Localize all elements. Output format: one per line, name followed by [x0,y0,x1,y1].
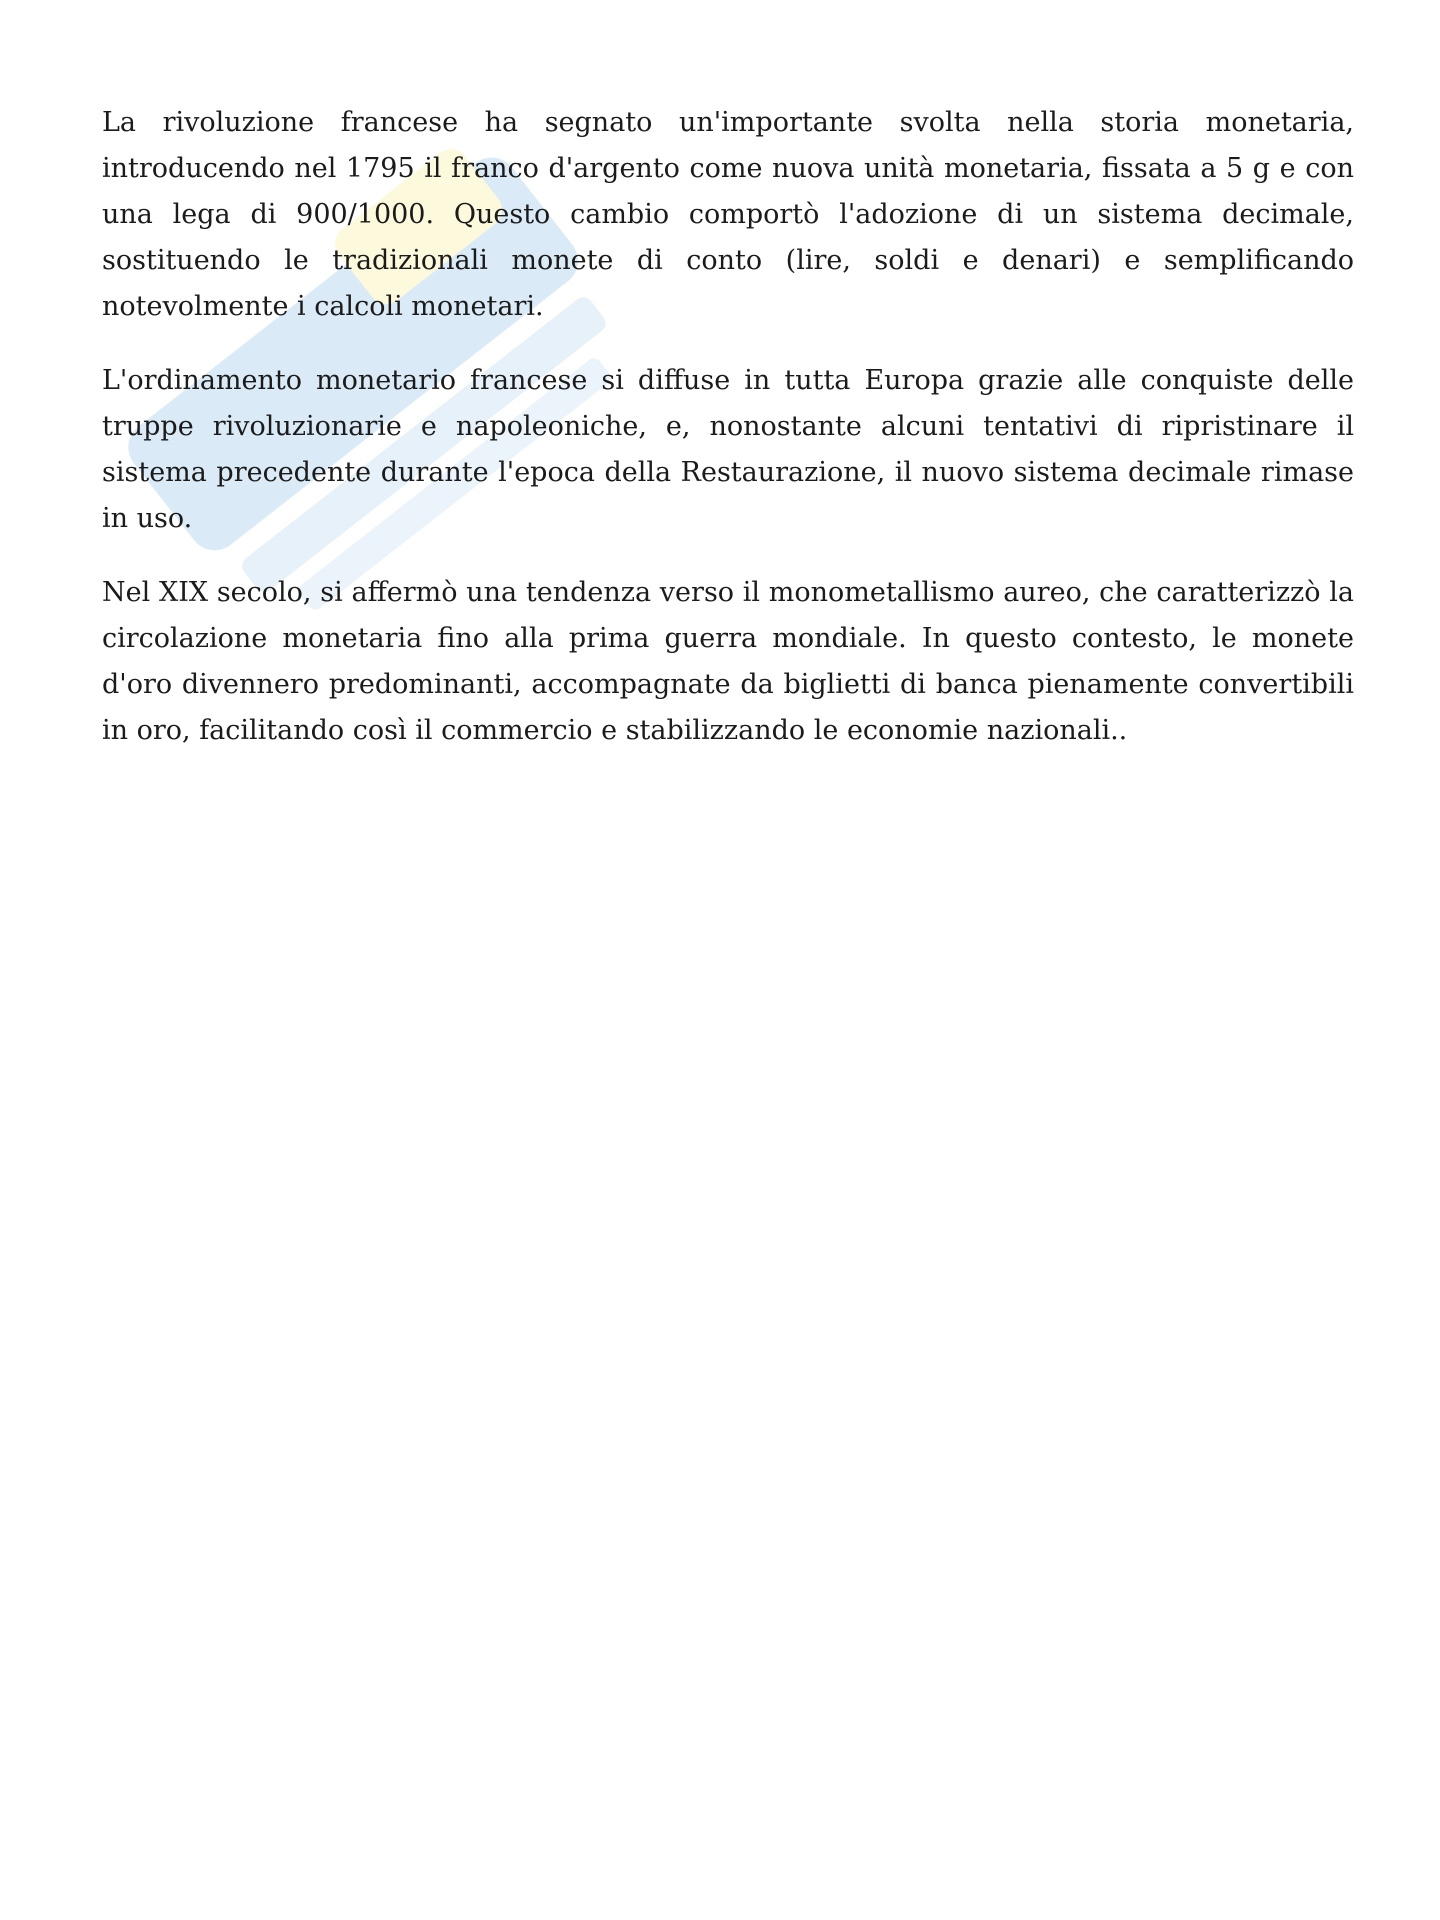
paragraph-2: L'ordinamento monetario francese si diffuse in tutta Europa grazie alle conquiste delle truppe rivoluzionarie e napoleoniche, e, nonostante alcuni tentativi di ripristinare il sistema precedente durante l'epoca della Restaurazione, il nuovo sistema decimale rimase in uso. [102,365,1354,534]
paragraph-3: Nel XIX secolo, si affermò una tendenza verso il monometallismo aureo, che caratterizzò la circolazione monetaria fino alla prima guerra mondiale. In questo contesto, le monete d'oro divennero predominanti, accompagnate da biglietti di banca pienamente convertibili in oro, facilitando così il commercio e stabilizzando le economie nazionali.. [102,577,1354,746]
document-body [102,100,1354,782]
paragraph-1: La rivoluzione francese ha segnato un'importante svolta nella storia monetaria, introducendo nel 1795 il franco d'argento come nuova unità monetaria, fissata a 5 g e con una lega di 900/1000. Questo cambio comportò l'adozione di un sistema decimale, sostituendo le tradizionali monete di conto (lire, soldi e denari) e semplificando notevolmente i calcoli monetari. [102,107,1354,322]
